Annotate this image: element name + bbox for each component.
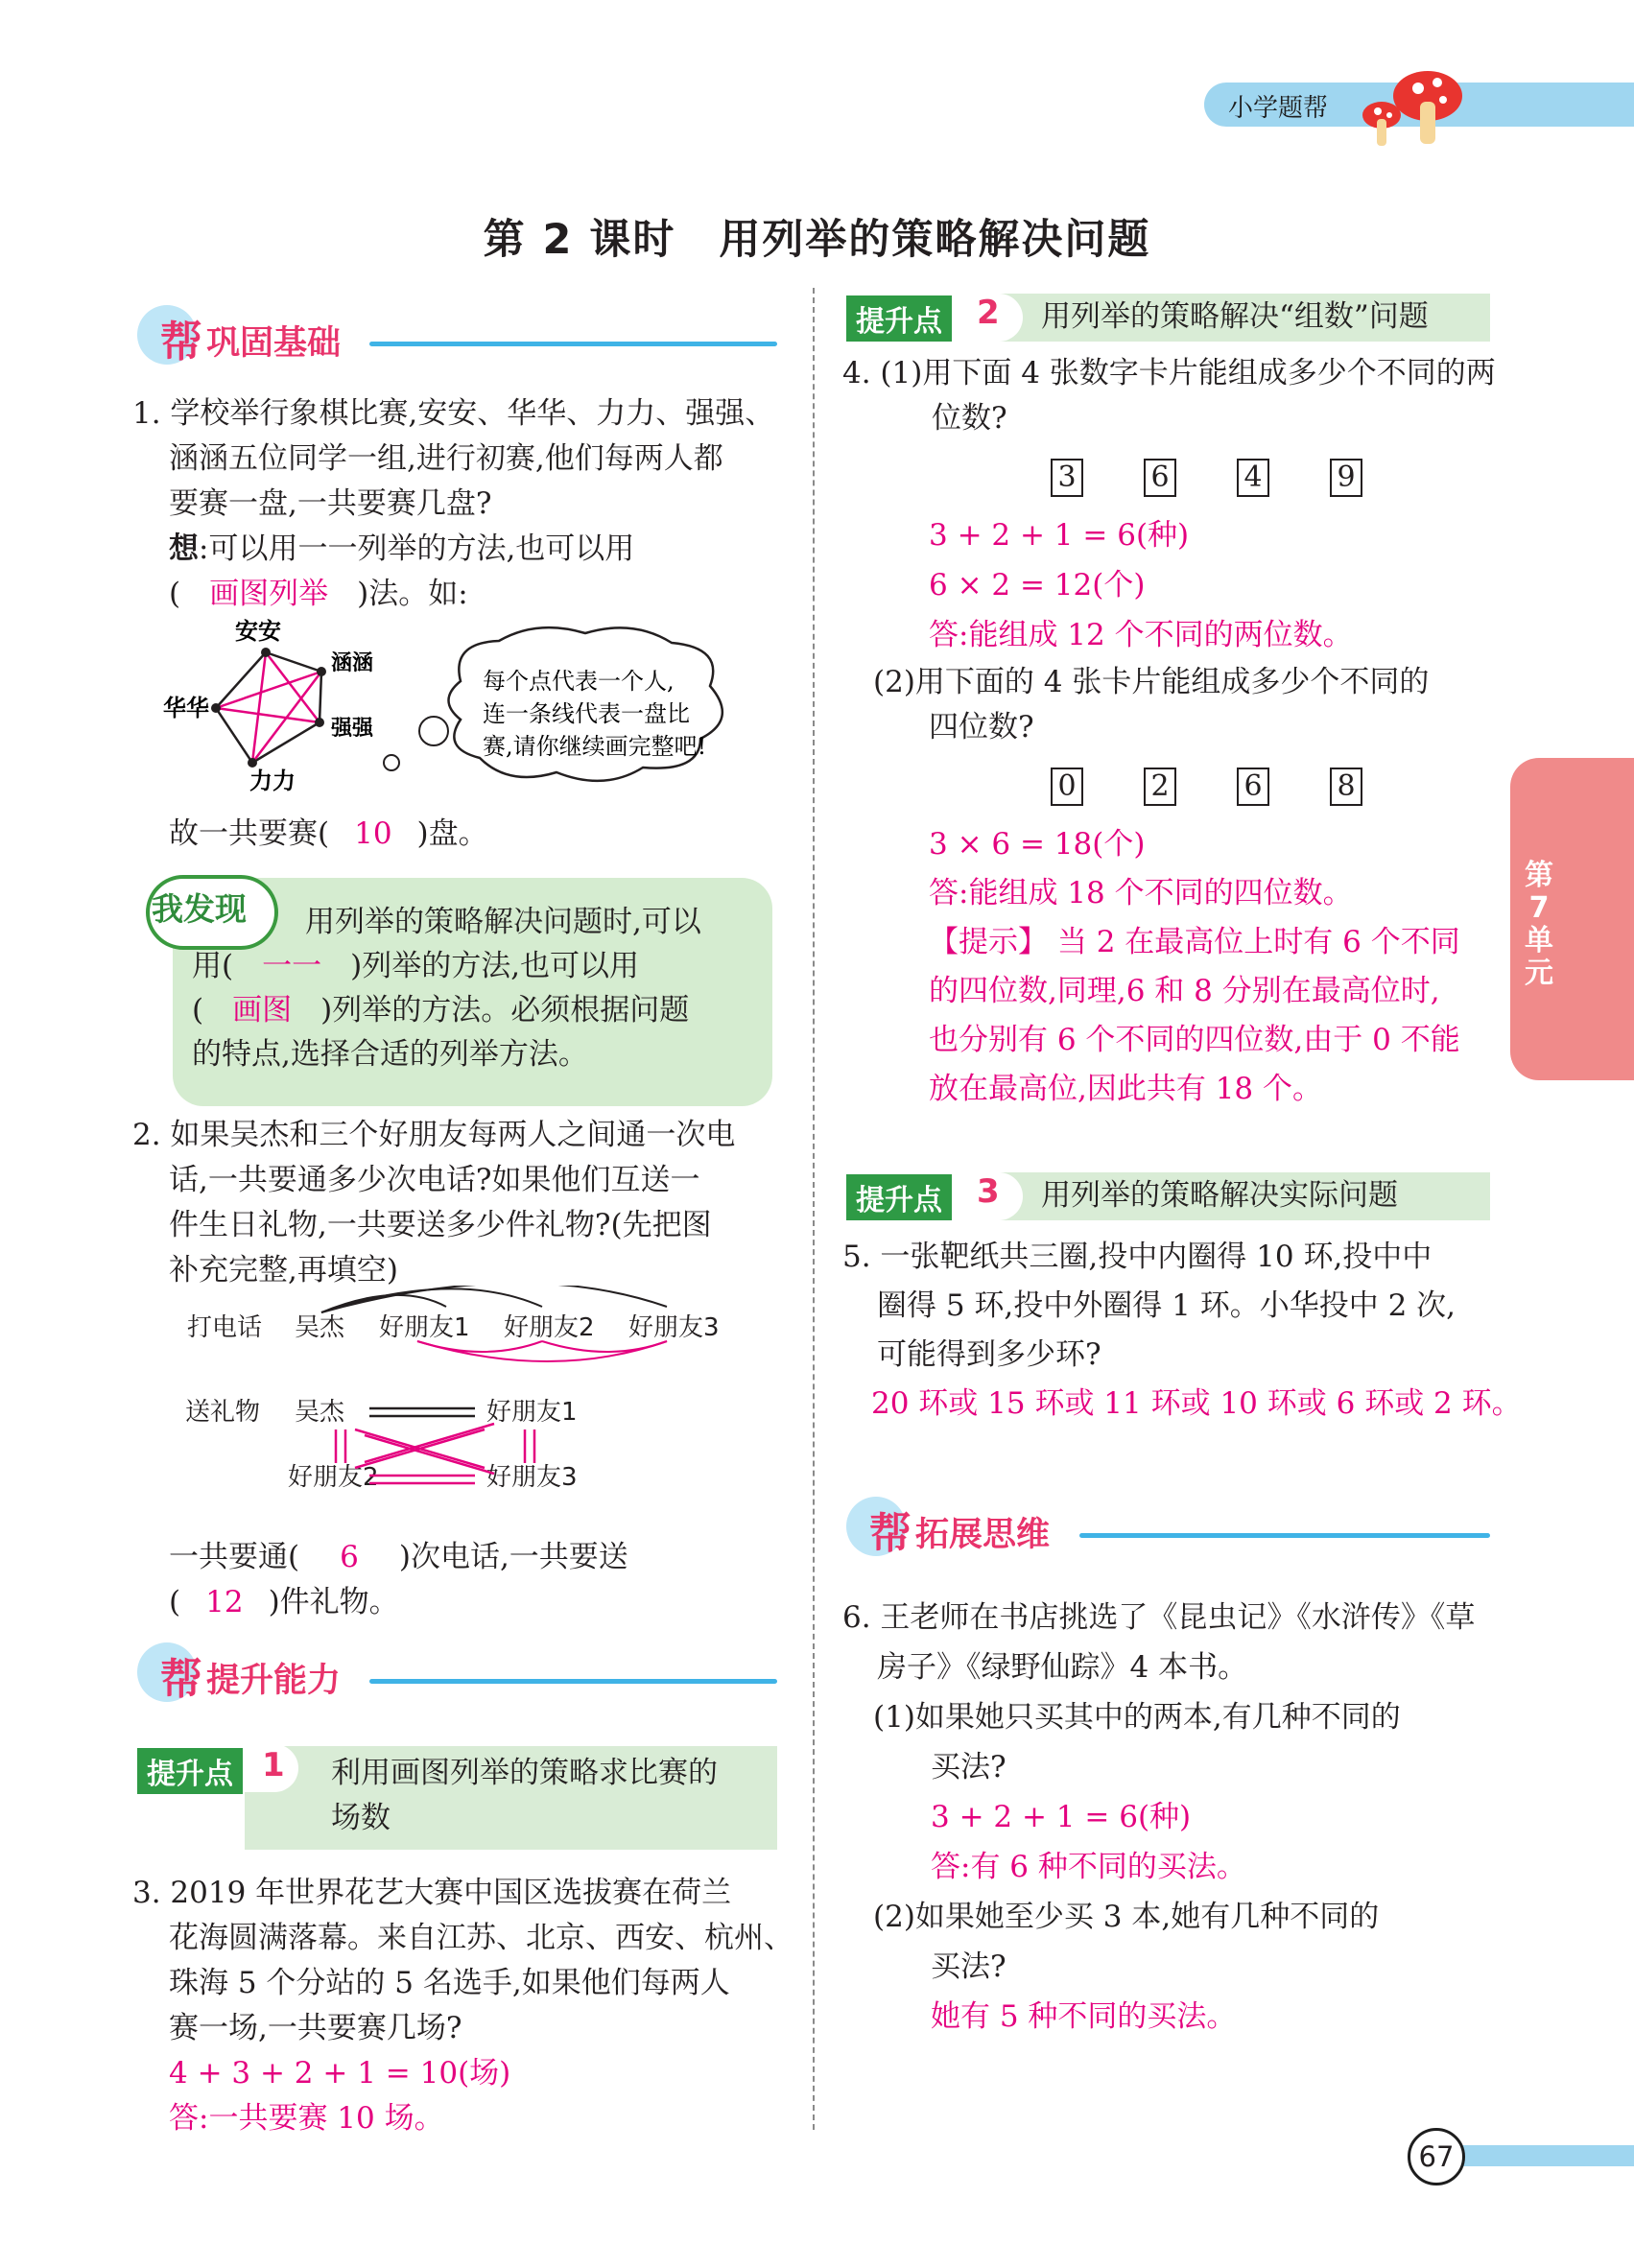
point2-label: 提升点 bbox=[846, 295, 952, 342]
call-label: 打电话 bbox=[187, 1313, 263, 1342]
q4-line: 4. (1)用下面 4 张数字卡片能组成多少个不同的两 bbox=[842, 356, 1496, 390]
section-improve-bang: 帮 bbox=[160, 1655, 202, 1704]
brand-name: 小学题帮 bbox=[1228, 94, 1329, 123]
q4-p1-answer bbox=[929, 510, 1353, 660]
section-basic-bang: 帮 bbox=[160, 318, 202, 366]
digit-card: 9 bbox=[1330, 459, 1362, 497]
answer-blank[interactable]: 一一 bbox=[262, 949, 322, 983]
section-extend-title: 拓展思维 bbox=[915, 1516, 1051, 1554]
point1-label: 提升点 bbox=[137, 1748, 243, 1794]
q6-line: 买法? bbox=[931, 1750, 1006, 1784]
section-divider-line bbox=[369, 342, 777, 346]
digit-card: 8 bbox=[1330, 768, 1362, 806]
call-p1: 好朋友1 bbox=[379, 1313, 470, 1342]
q1-think-2 bbox=[132, 572, 774, 617]
q2-line: 话,一共要通多少次电话?如果他们互送一 bbox=[169, 1163, 700, 1197]
point1-title-line: 利用画图列举的策略求比赛的 bbox=[331, 1756, 718, 1790]
gift-p2: 好朋友2 bbox=[288, 1463, 379, 1492]
node-hanhan: 涵涵 bbox=[331, 651, 374, 675]
answer-blank[interactable]: 12 bbox=[205, 1585, 244, 1619]
q6-answer: 她有 5 种不同的买法。 bbox=[931, 1999, 1237, 2034]
q4-line: 四位数? bbox=[929, 710, 1034, 744]
q1-line: 涵涵五位同学一组,进行初赛,他们每两人都 bbox=[169, 441, 723, 476]
q3-line: 3. 2019 年世界花艺大赛中国区选拔赛在荷兰 bbox=[132, 1876, 732, 1910]
point2-title: 用列举的策略解决“组数”问题 bbox=[1041, 299, 1429, 334]
q6-line: (2)如果她至少买 3 本,她有几种不同的 bbox=[873, 1900, 1380, 1934]
point1-title-line: 场数 bbox=[331, 1801, 391, 1835]
q3-line: 赛一场,一共要赛几场? bbox=[169, 2011, 462, 2045]
node-lili: 力力 bbox=[249, 768, 296, 794]
q6-answer: 3 + 2 + 1 = 6(种) bbox=[931, 1800, 1192, 1834]
digit-card: 3 bbox=[1051, 459, 1083, 497]
section-divider-line bbox=[1079, 1533, 1490, 1538]
answer-blank[interactable]: 画图 bbox=[232, 993, 293, 1028]
call-p3: 好朋友3 bbox=[628, 1313, 720, 1342]
think-label: 想 bbox=[169, 532, 199, 566]
q2-answer-line bbox=[169, 1580, 628, 1625]
text: ( bbox=[192, 993, 204, 1028]
digit-card: 0 bbox=[1051, 768, 1083, 806]
point3-label: 提升点 bbox=[846, 1174, 952, 1220]
node-huahua: 华华 bbox=[163, 695, 209, 721]
lesson-title: 第 2 课时 用列举的策略解决问题 bbox=[483, 216, 1151, 264]
answer-blank[interactable]: 10 bbox=[354, 816, 392, 851]
hint-line: 放在最高位,因此共有 18 个。 bbox=[929, 1072, 1323, 1106]
result-suffix: )盘。 bbox=[416, 816, 488, 851]
gift-label: 送礼物 bbox=[185, 1398, 261, 1427]
section-improve-title: 提升能力 bbox=[206, 1662, 342, 1700]
q6-answer: 答:有 6 种不同的买法。 bbox=[931, 1850, 1246, 1884]
gift-p0: 吴杰 bbox=[295, 1398, 345, 1427]
text: )列举的方法,也可以用 bbox=[350, 949, 640, 983]
answer-line: 3 + 2 + 1 = 6(种) bbox=[929, 518, 1190, 553]
bubble-line: 每个点代表一个人, bbox=[483, 668, 675, 695]
q5-answer: 20 环或 15 环或 11 环或 10 环或 6 环或 2 环。 bbox=[871, 1386, 1522, 1421]
gift-p3: 好朋友3 bbox=[486, 1463, 578, 1492]
q5-line: 5. 一张靶纸共三圈,投中内圈得 10 环,投中中 bbox=[842, 1240, 1433, 1274]
text: 用( bbox=[192, 949, 234, 983]
digit-card: 6 bbox=[1144, 459, 1176, 497]
point3-title: 用列举的策略解决实际问题 bbox=[1041, 1178, 1398, 1213]
hint-line: 的四位数,同理,6 和 8 分别在最高位时, bbox=[929, 974, 1440, 1008]
phone-gift-diagram bbox=[178, 1286, 753, 1516]
question-2 bbox=[132, 1113, 735, 1293]
point2-num: 2 bbox=[977, 294, 1000, 332]
unit-side-tab-text: 第7单元 bbox=[1525, 859, 1553, 990]
section-basic-title: 巩固基础 bbox=[206, 324, 342, 363]
q6-line: 房子》《绿野仙踪》4 本书。 bbox=[877, 1650, 1248, 1685]
q4-part2 bbox=[873, 660, 1429, 750]
q6-line: (1)如果她只买其中的两本,有几种不同的 bbox=[873, 1700, 1401, 1735]
answer-line: 3 × 6 = 18(个) bbox=[929, 827, 1146, 862]
answer-line: 答:能组成 12 个不同的两位数。 bbox=[929, 618, 1353, 652]
text: )件礼物。 bbox=[268, 1585, 399, 1619]
q5-line: 可能得到多少环? bbox=[877, 1337, 1101, 1372]
question-1 bbox=[132, 391, 774, 617]
q1-think bbox=[132, 527, 774, 572]
q1-line: 要赛一盘,一共要赛几盘? bbox=[169, 486, 492, 521]
hint-line: 【提示】 当 2 在最高位上时有 6 个不同 bbox=[929, 925, 1460, 959]
think-text: :可以用一一列举的方法,也可以用 bbox=[199, 532, 635, 566]
q2-answer bbox=[169, 1535, 628, 1625]
q4-line: 位数? bbox=[932, 401, 1007, 436]
answer-line: 答:能组成 18 个不同的四位数。 bbox=[929, 876, 1353, 910]
column-divider bbox=[813, 288, 815, 2130]
section-divider-line bbox=[369, 1679, 777, 1684]
question-4 bbox=[842, 351, 1496, 441]
bubble-line: 连一条线代表一盘比 bbox=[483, 700, 690, 727]
q3-answer: 4 + 3 + 2 + 1 = 10(场) bbox=[169, 2056, 511, 2091]
point3-num: 3 bbox=[977, 1172, 1000, 1211]
q2-line: 件生日礼物,一共要送多少件礼物?(先把图 bbox=[169, 1208, 712, 1242]
question-3 bbox=[132, 1871, 793, 2141]
discover-tag-text: 我发现 bbox=[152, 890, 247, 928]
answer-blank[interactable]: 画图列举 bbox=[209, 577, 329, 611]
text: ( bbox=[169, 1585, 181, 1619]
digit-card: 4 bbox=[1237, 459, 1269, 497]
q4-p2-answer bbox=[929, 820, 1460, 1114]
gift-p1: 好朋友1 bbox=[486, 1398, 578, 1427]
point1-num: 1 bbox=[262, 1746, 285, 1784]
section-extend-bang: 帮 bbox=[869, 1509, 912, 1558]
call-p2: 好朋友2 bbox=[504, 1313, 595, 1342]
question-5 bbox=[842, 1233, 1522, 1429]
q2-answer-line bbox=[169, 1535, 628, 1580]
q1-result bbox=[169, 812, 488, 857]
call-p0: 吴杰 bbox=[295, 1313, 345, 1342]
text: )列举的方法。必须根据问题 bbox=[320, 993, 690, 1028]
q2-line: 2. 如果吴杰和三个好朋友每两人之间通一次电 bbox=[132, 1118, 736, 1152]
q6-line: 买法? bbox=[931, 1949, 1006, 1984]
page-number: 67 bbox=[1408, 2128, 1465, 2185]
result-prefix: 故一共要赛( bbox=[169, 816, 330, 851]
node-qiangqiang: 强强 bbox=[331, 717, 374, 741]
q3-answer: 答:一共要赛 10 场。 bbox=[169, 2101, 444, 2136]
q4-line: (2)用下面的 4 张卡片能组成多少个不同的 bbox=[873, 665, 1430, 699]
text: )次电话,一共要送 bbox=[398, 1540, 628, 1574]
discover-line: 用列举的策略解决问题时,可以 bbox=[305, 905, 701, 939]
q5-line: 圈得 5 环,投中外圈得 1 环。小华投中 2 次, bbox=[877, 1288, 1456, 1323]
question-6 bbox=[842, 1593, 1475, 2042]
discover-line: 的特点,选择合适的列举方法。 bbox=[192, 1037, 588, 1072]
page-number-bar bbox=[1439, 2145, 1634, 2166]
q2-line: 补充完整,再填空) bbox=[169, 1253, 398, 1288]
mushroom-icon bbox=[1343, 56, 1478, 152]
node-anan: 安安 bbox=[235, 618, 281, 645]
pentagon-diagram bbox=[163, 614, 758, 796]
q6-line: 6. 王老师在书店挑选了《昆虫记》《水浒传》《草 bbox=[842, 1600, 1476, 1635]
discover-line bbox=[192, 988, 701, 1032]
text: 一共要通( bbox=[169, 1540, 300, 1574]
paren-close: )法。如: bbox=[357, 577, 468, 611]
discover-line bbox=[192, 944, 701, 988]
digit-card: 6 bbox=[1237, 768, 1269, 806]
digit-card: 2 bbox=[1144, 768, 1176, 806]
q1-line: 1. 学校举行象棋比赛,安安、华华、力力、强强、 bbox=[132, 396, 775, 431]
hint-line: 也分别有 6 个不同的四位数,由于 0 不能 bbox=[929, 1023, 1460, 1057]
bubble-line: 赛,请你继续画完整吧! bbox=[483, 733, 707, 760]
paren-open: ( bbox=[169, 577, 181, 611]
q3-line: 珠海 5 个分站的 5 名选手,如果他们每两人 bbox=[169, 1966, 730, 2000]
point1-title bbox=[331, 1751, 718, 1841]
answer-blank[interactable]: 6 bbox=[340, 1540, 359, 1574]
answer-line: 6 × 2 = 12(个) bbox=[929, 568, 1146, 602]
discover-content bbox=[192, 900, 701, 1076]
q3-line: 花海圆满落幕。来自江苏、北京、西安、杭州、 bbox=[169, 1921, 793, 1955]
